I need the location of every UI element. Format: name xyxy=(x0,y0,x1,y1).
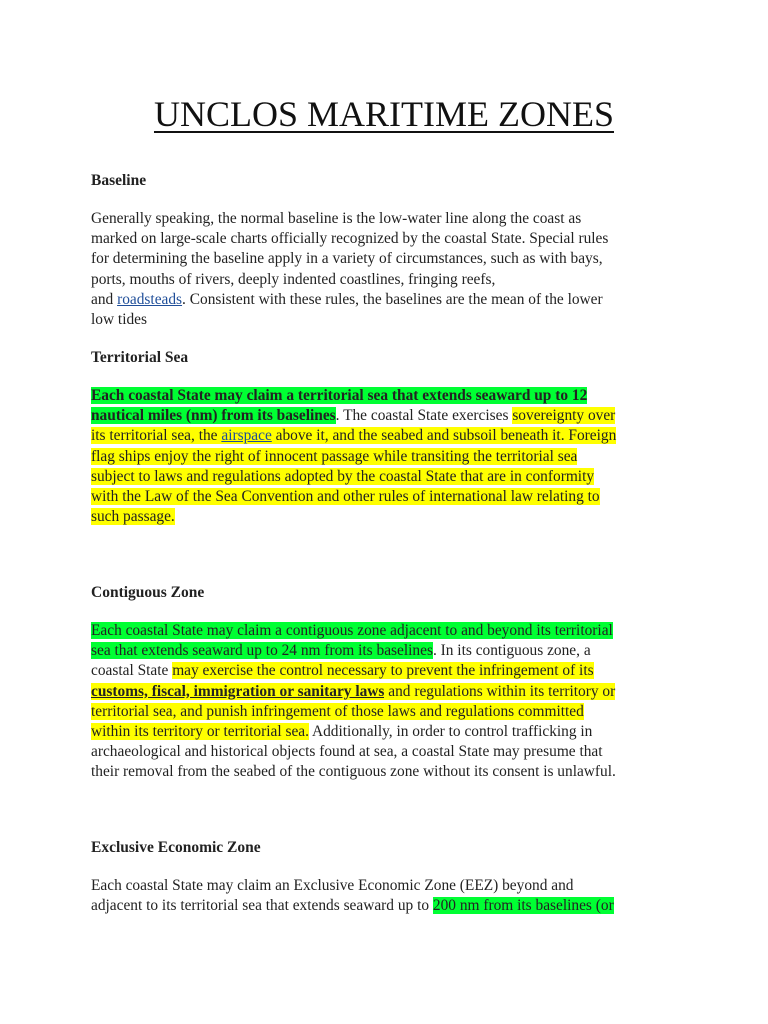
text-line xyxy=(91,447,681,467)
text-line: their removal from the seabed of the contiguous zone without its consent is unlawful. xyxy=(91,763,616,781)
green-highlight: 200 nm from its baselines (or xyxy=(432,897,614,915)
text-segment: adjacent to its territorial sea that extends seaward up to xyxy=(91,897,433,915)
yellow-highlight: may exercise the control necessary to prevent the infringement of its xyxy=(172,662,594,680)
yellow-highlight: flag ships enjoy the right of innocent passage while transiting the territorial sea xyxy=(91,447,578,465)
text-line: for determining the baseline apply in a variety of circumstances, such as with bays, xyxy=(91,250,603,268)
yellow-highlight: and regulations within its territory or xyxy=(384,682,616,700)
yellow-highlight: subject to laws and regulations adopted by the coastal State that are in conformity xyxy=(91,467,595,485)
text-line: Each coastal State may claim an Exclusive Economic Zone (EEZ) beyond and xyxy=(91,877,574,894)
text-line xyxy=(91,290,681,310)
text-line xyxy=(91,406,681,426)
green-highlight: Each coastal State may claim a territorial sea that extends seaward up to 12 xyxy=(91,387,588,404)
text-line: Generally speaking, the normal baseline is the low-water line along the coast as xyxy=(91,210,582,227)
yellow-highlight: such passage. xyxy=(91,508,175,526)
bold-underlined-highlight: customs, fiscal, immigration or sanitary laws xyxy=(91,682,385,700)
text-line: low tides xyxy=(91,311,148,329)
green-highlight: nautical miles (nm) from its baselines xyxy=(91,407,336,425)
text-segment: Additionally, in order to control trafficking in xyxy=(308,723,593,741)
baseline-paragraph xyxy=(91,209,681,330)
yellow-highlight: above it, and the seabed and subsoil beneath it. Foreign xyxy=(271,427,617,445)
airspace-link[interactable]: airspace xyxy=(221,427,272,445)
yellow-highlight: its territorial sea, the xyxy=(91,427,222,445)
yellow-highlight: within its territory or territorial sea. xyxy=(91,723,309,741)
text-segment: . Consistent with these rules, the baselines are the mean of the lower xyxy=(182,290,603,308)
text-line: archaeological and historical objects found at sea, a coastal State may presume that xyxy=(91,743,603,761)
text-line xyxy=(91,467,681,487)
text-line xyxy=(91,386,681,406)
text-line: marked on large-scale charts officially recognized by the coastal State. Special rules xyxy=(91,230,609,248)
text-line xyxy=(91,507,681,527)
yellow-highlight: sovereignty over xyxy=(512,407,616,425)
territorial-sea-paragraph xyxy=(91,386,681,527)
text-segment: and xyxy=(91,290,118,308)
contiguous-zone-paragraph xyxy=(91,621,681,783)
section-heading-eez: Exclusive Economic Zone xyxy=(91,839,261,856)
section-heading-territorial-sea: Territorial Sea xyxy=(91,349,189,366)
yellow-highlight: with the Law of the Sea Convention and other rules of international law relating to xyxy=(91,488,600,506)
text-segment: . The coastal State exercises xyxy=(335,407,513,425)
text-line xyxy=(91,896,681,916)
eez-paragraph xyxy=(91,876,681,916)
text-line: ports, mouths of rivers, deeply indented coastlines, fringing reefs, xyxy=(91,270,496,288)
text-line xyxy=(91,426,681,446)
section-heading-baseline: Baseline xyxy=(91,172,147,189)
text-line xyxy=(91,641,681,661)
page-title: UNCLOS MARITIME ZONES xyxy=(153,94,614,134)
text-line xyxy=(91,661,681,681)
green-highlight: Each coastal State may claim a contiguous zone adjacent to and beyond its territorial xyxy=(91,622,613,639)
yellow-highlight: territorial sea, and punish infringement of those laws and regulations committed xyxy=(91,702,584,720)
text-segment: . In its contiguous zone, a xyxy=(432,642,591,660)
section-heading-contiguous-zone: Contiguous Zone xyxy=(91,584,205,601)
text-line xyxy=(91,621,681,641)
green-highlight: sea that extends seaward up to 24 nm from its baselines xyxy=(91,642,433,660)
text-line xyxy=(91,702,681,722)
roadsteads-link[interactable]: roadsteads xyxy=(117,290,183,308)
text-line xyxy=(91,487,681,507)
text-segment: coastal State xyxy=(91,662,173,680)
text-line xyxy=(91,722,681,742)
text-line xyxy=(91,682,681,702)
